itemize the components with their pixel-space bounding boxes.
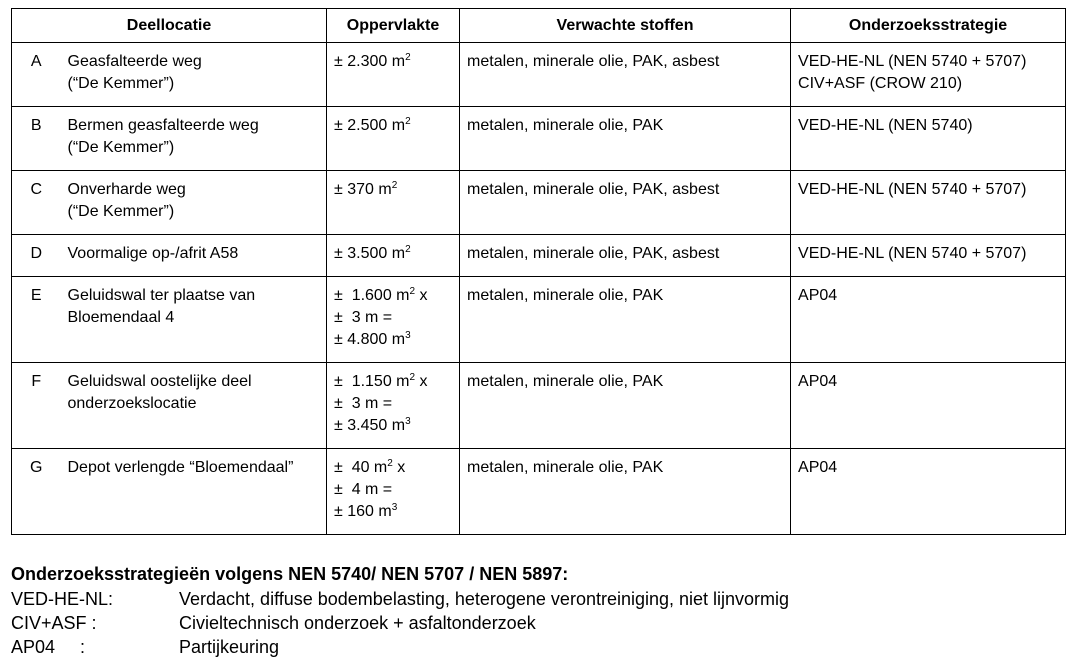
area-value: ± 3 m = — [334, 395, 393, 412]
row-letter: E — [30, 287, 42, 304]
table-row — [12, 363, 1066, 449]
area-line — [334, 501, 452, 523]
area-operator: x — [415, 373, 428, 390]
cell-strategy — [791, 235, 1066, 277]
cell-letter — [12, 43, 61, 107]
location-line: Geluidswal ter plaatse van — [67, 287, 256, 304]
substances-text: metalen, minerale olie, PAK, asbest — [467, 245, 720, 262]
strategy-line: AP04 — [798, 373, 838, 390]
cell-letter — [12, 363, 61, 449]
area-line — [334, 115, 452, 137]
legend-title: Onderzoeksstrategieën volgens NEN 5740/ NEN 5707 / NEN 5897: — [11, 564, 569, 584]
cell-location — [61, 363, 327, 449]
cell-strategy — [791, 107, 1066, 171]
legend-item — [11, 587, 789, 611]
cell-substances — [460, 363, 791, 449]
area-value: ± 1.600 m — [334, 287, 410, 304]
area-unit-exponent: 2 — [405, 244, 411, 255]
cell-area — [327, 107, 460, 171]
legend-value: Civieltechnisch onderzoek + asfaltonderzoek — [179, 613, 536, 633]
location-line: Bloemendaal 4 — [67, 309, 175, 326]
substances-text: metalen, minerale olie, PAK — [467, 287, 664, 304]
cell-strategy — [791, 363, 1066, 449]
area-value: ± 4 m = — [334, 481, 393, 498]
table-row — [12, 107, 1066, 171]
cell-location — [61, 235, 327, 277]
location-line: Voormalige op-/afrit A58 — [67, 245, 239, 262]
strategy-line: VED-HE-NL (NEN 5740 + 5707) — [798, 53, 1027, 70]
cell-strategy — [791, 43, 1066, 107]
cell-location — [61, 449, 327, 535]
area-line — [334, 51, 452, 73]
strategy-line: VED-HE-NL (NEN 5740 + 5707) — [798, 181, 1027, 198]
strategy-line: VED-HE-NL (NEN 5740 + 5707) — [798, 245, 1027, 262]
row-letter: D — [30, 245, 43, 262]
area-line — [334, 371, 452, 393]
area-unit-exponent: 2 — [405, 52, 411, 63]
location-line: Bermen geasfalteerde weg — [67, 117, 259, 134]
location-line: onderzoekslocatie — [67, 395, 197, 412]
strategy-line: AP04 — [798, 287, 838, 304]
cell-area — [327, 449, 460, 535]
area-line — [334, 393, 452, 415]
table-row — [12, 235, 1066, 277]
location-line: Onverharde weg — [67, 181, 186, 198]
legend-key: AP04 : — [11, 637, 86, 657]
cell-letter — [12, 449, 61, 535]
area-value: ± 1.150 m — [334, 373, 410, 390]
cell-location — [61, 277, 327, 363]
cell-substances — [460, 43, 791, 107]
cell-location — [61, 43, 327, 107]
table-row — [12, 449, 1066, 535]
cell-substances — [460, 235, 791, 277]
table-row — [12, 171, 1066, 235]
legend-item — [11, 635, 789, 659]
area-value: ± 2.300 m — [334, 53, 406, 70]
legend-key: VED-HE-NL: — [11, 589, 114, 609]
location-line: (“De Kemmer”) — [67, 75, 175, 92]
area-value: ± 3 m = — [334, 309, 393, 326]
substances-text: metalen, minerale olie, PAK, asbest — [467, 181, 720, 198]
cell-strategy — [791, 277, 1066, 363]
substances-text: metalen, minerale olie, PAK — [467, 373, 664, 390]
header-deellocatie: Deellocatie — [12, 9, 327, 43]
row-letter: A — [30, 53, 42, 70]
area-value: ± 160 m — [334, 503, 392, 520]
cell-substances — [460, 171, 791, 235]
area-unit-exponent: 3 — [405, 416, 411, 427]
area-value: ± 4.800 m — [334, 331, 406, 348]
location-line: Geasfalteerde weg — [67, 53, 202, 70]
area-value: ± 3.500 m — [334, 245, 406, 262]
area-unit-exponent: 2 — [405, 116, 411, 127]
area-unit-exponent: 3 — [405, 330, 411, 341]
strategy-line: VED-HE-NL (NEN 5740) — [798, 117, 973, 134]
table-header-row — [12, 9, 1066, 43]
cell-area — [327, 277, 460, 363]
cell-area — [327, 363, 460, 449]
location-line: Geluidswal oostelijke deel — [67, 373, 252, 390]
legend-value: Verdacht, diffuse bodembelasting, heterogene verontreiniging, niet lijnvormig — [179, 589, 790, 609]
area-value: ± 3.450 m — [334, 417, 406, 434]
area-value: ± 370 m — [334, 181, 392, 198]
area-line — [334, 457, 452, 479]
cell-letter — [12, 277, 61, 363]
strategy-line: AP04 — [798, 459, 838, 476]
cell-substances — [460, 449, 791, 535]
table-body — [12, 43, 1066, 535]
legend-item — [11, 611, 789, 635]
area-operator: x — [392, 459, 406, 476]
strategy-legend — [11, 562, 789, 659]
header-oppervlakte: Oppervlakte — [327, 9, 460, 43]
table-row — [12, 277, 1066, 363]
area-unit-exponent: 2 — [391, 180, 398, 191]
area-line — [334, 285, 452, 307]
header-onderzoeksstrategie: Onderzoeksstrategie — [791, 9, 1066, 43]
location-line: Depot verlengde “Bloemendaal” — [67, 459, 294, 476]
cell-substances — [460, 277, 791, 363]
cell-location — [61, 107, 327, 171]
cell-strategy — [791, 171, 1066, 235]
area-line — [334, 479, 452, 501]
cell-area — [327, 235, 460, 277]
area-line — [334, 329, 452, 351]
cell-area — [327, 43, 460, 107]
location-line: (“De Kemmer”) — [67, 139, 175, 156]
area-unit-exponent: 2 — [387, 458, 393, 469]
area-operator: x — [415, 287, 428, 304]
table-row — [12, 43, 1066, 107]
row-letter: F — [31, 373, 42, 390]
area-unit-exponent: 2 — [409, 286, 416, 297]
area-unit-exponent: 2 — [409, 372, 416, 383]
substances-text: metalen, minerale olie, PAK — [467, 459, 664, 476]
deellocaties-table — [11, 8, 1066, 535]
location-line: (“De Kemmer”) — [67, 203, 175, 220]
area-value: ± 40 m — [334, 459, 388, 476]
substances-text: metalen, minerale olie, PAK — [467, 117, 664, 134]
cell-substances — [460, 107, 791, 171]
area-value: ± 2.500 m — [334, 117, 406, 134]
substances-text: metalen, minerale olie, PAK, asbest — [467, 53, 720, 70]
area-unit-exponent: 3 — [391, 502, 398, 513]
row-letter: G — [30, 459, 43, 476]
cell-location — [61, 171, 327, 235]
row-letter: C — [30, 181, 43, 198]
area-line — [334, 307, 452, 329]
area-line — [334, 243, 452, 265]
legend-value: Partijkeuring — [179, 637, 280, 657]
row-letter: B — [30, 117, 42, 134]
cell-letter — [12, 171, 61, 235]
legend-key: CIV+ASF : — [11, 613, 97, 633]
strategy-line: CIV+ASF (CROW 210) — [798, 75, 963, 92]
area-line — [334, 415, 452, 437]
header-verwachte-stoffen: Verwachte stoffen — [460, 9, 791, 43]
cell-letter — [12, 235, 61, 277]
area-line — [334, 179, 452, 201]
cell-letter — [12, 107, 61, 171]
cell-area — [327, 171, 460, 235]
cell-strategy — [791, 449, 1066, 535]
